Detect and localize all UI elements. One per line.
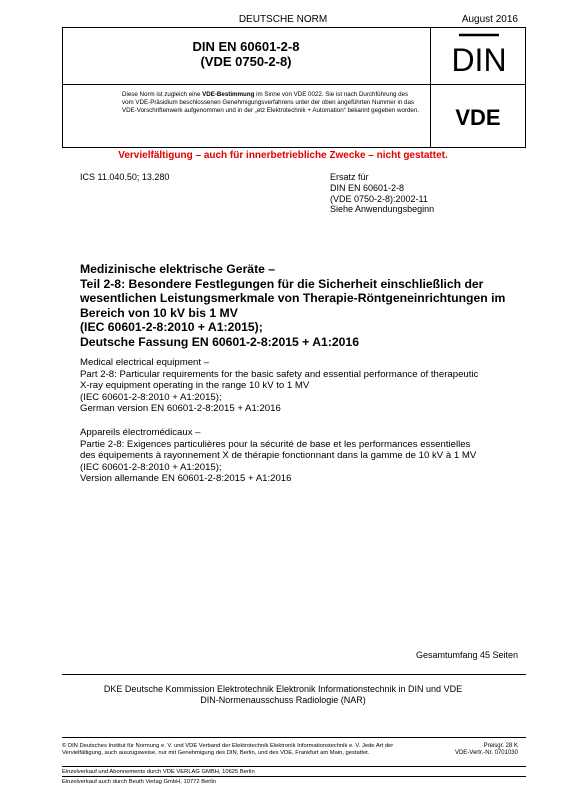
vde-note: [62, 85, 431, 148]
standard-number-box: [62, 27, 431, 85]
title-fr-line: des équipements à rayonnement X de thérapie fonctionnant dans la gamme de 10 kV à 1 MV: [80, 450, 477, 462]
ics-code: ICS 11.040.50; 13.280: [80, 172, 170, 182]
committee-line: DKE Deutsche Kommission Elektrotechnik Elektronik Informationstechnik in DIN und VDE: [103, 684, 463, 694]
vde-logo-icon: [431, 85, 526, 148]
divider: [62, 737, 526, 738]
title-en-line: (IEC 60601-2-8:2010 + A1:2015);: [80, 391, 222, 403]
title-english: [80, 357, 530, 415]
copy-warning: Vervielfältigung – auch für innerbetriebliche Zwecke – nicht gestattet.: [118, 150, 448, 161]
replacement-info: [330, 172, 434, 215]
vde-note-bold: VDE-Bestimmung: [202, 91, 255, 98]
vde-number: (VDE 0750-2-8): [200, 54, 292, 69]
title-en-line: Part 2-8: Particular requirements for the basic safety and essential performance of therapeutic: [80, 368, 479, 380]
title-fr-line: Appareils électromédicaux –: [80, 427, 201, 438]
title-en-line: German version EN 60601-2-8:2015 + A1:2016: [80, 403, 281, 415]
vde-note-rest: im Sinne von VDE 0022. Sie ist nach Durchführung des vom VDE-Präsidium beschlossenen Genehmigungsverfahrens unter der oben angeführten Nummer in das VDE-Vorschriftenwerk aufgenommen und in der „etz Elektrotechnik + Automation“ bekannt gegeben worden.: [122, 91, 419, 114]
title-fr-line: Partie 2-8: Exigences particulières pour la sécurité de base et les performances essentielles: [80, 438, 471, 450]
title-de-line: Teil 2-8: Besondere Festlegungen für die Sicherheit einschließlich der: [80, 276, 484, 291]
divider: [62, 776, 526, 777]
title-de-line: wesentlichen Leistungsmerkmale von Therapie-Röntgeneinrichtungen im: [80, 291, 506, 306]
divider: [62, 674, 526, 675]
standard-number: DIN EN 60601-2-8: [192, 39, 300, 54]
title-de-line: Bereich von 10 kV bis 1 MV: [80, 305, 238, 320]
title-de-line: (IEC 60601-2-8:2010 + A1:2015);: [80, 320, 263, 335]
din-logo-icon: [431, 27, 526, 85]
title-french: [80, 427, 530, 485]
divider: [62, 766, 526, 767]
replacement-line: Siehe Anwendungsbeginn: [330, 204, 435, 215]
replacement-line: Ersatz für: [330, 172, 369, 182]
sales-info: Einzelverkauf und Abonnements durch VDE VERLAG GMBH, 10625 Berlin: [62, 769, 255, 775]
din-logo-text: DIN: [451, 42, 507, 78]
title-en-line: X-ray equipment operating in the range 10 kV to 1 MV: [80, 380, 310, 392]
replacement-line: DIN EN 60601-2-8: [330, 182, 405, 193]
replacement-line: (VDE 0750-2-8):2002-11: [330, 193, 428, 204]
committee-line: DIN-Normenausschuss Radiologie (NAR): [200, 695, 366, 705]
title-fr-line: Version allemande EN 60601-2-8:2015 + A1:2016: [80, 473, 292, 485]
copyright-notice: © DIN Deutsches Institut für Normung e. V. und VDE Verband der Elektrotechnik Elektronik Informationstechnik e. V. Jede Art der Vervielfältigung, auch auszugsweise, nur mit Genehmigung des DIN, Berlin, und des VDE, Frankfurt am Main, gestattet.: [62, 743, 394, 757]
title-german: [80, 262, 530, 350]
title-de-line: Deutsche Fassung EN 60601-2-8:2015 + A1:2016: [80, 334, 359, 349]
price-group: Preisgr. 28 K: [483, 743, 518, 749]
publication-date: August 2016: [461, 14, 518, 25]
vde-distribution-number: VDE-Vertr.-Nr. 0701030: [454, 750, 518, 757]
committee-info: [0, 684, 566, 706]
norm-type-header: DEUTSCHE NORM: [238, 14, 328, 25]
title-de-line: Medizinische elektrische Geräte –: [80, 262, 276, 276]
price-info: [455, 743, 518, 758]
sales-info: Einzelverkauf auch durch Beuth Verlag GmbH, 10772 Berlin: [62, 779, 217, 785]
din-logo-box: [431, 27, 526, 85]
vde-note-prefix: Diese Norm ist zugleich eine: [122, 91, 203, 98]
vde-logo-text: VDE: [455, 105, 501, 130]
title-en-line: Medical electrical equipment –: [80, 357, 210, 368]
vde-logo-box: [431, 85, 526, 148]
title-fr-line: (IEC 60601-2-8:2010 + A1:2015);: [80, 461, 222, 473]
total-pages: Gesamtumfang 45 Seiten: [415, 650, 518, 660]
